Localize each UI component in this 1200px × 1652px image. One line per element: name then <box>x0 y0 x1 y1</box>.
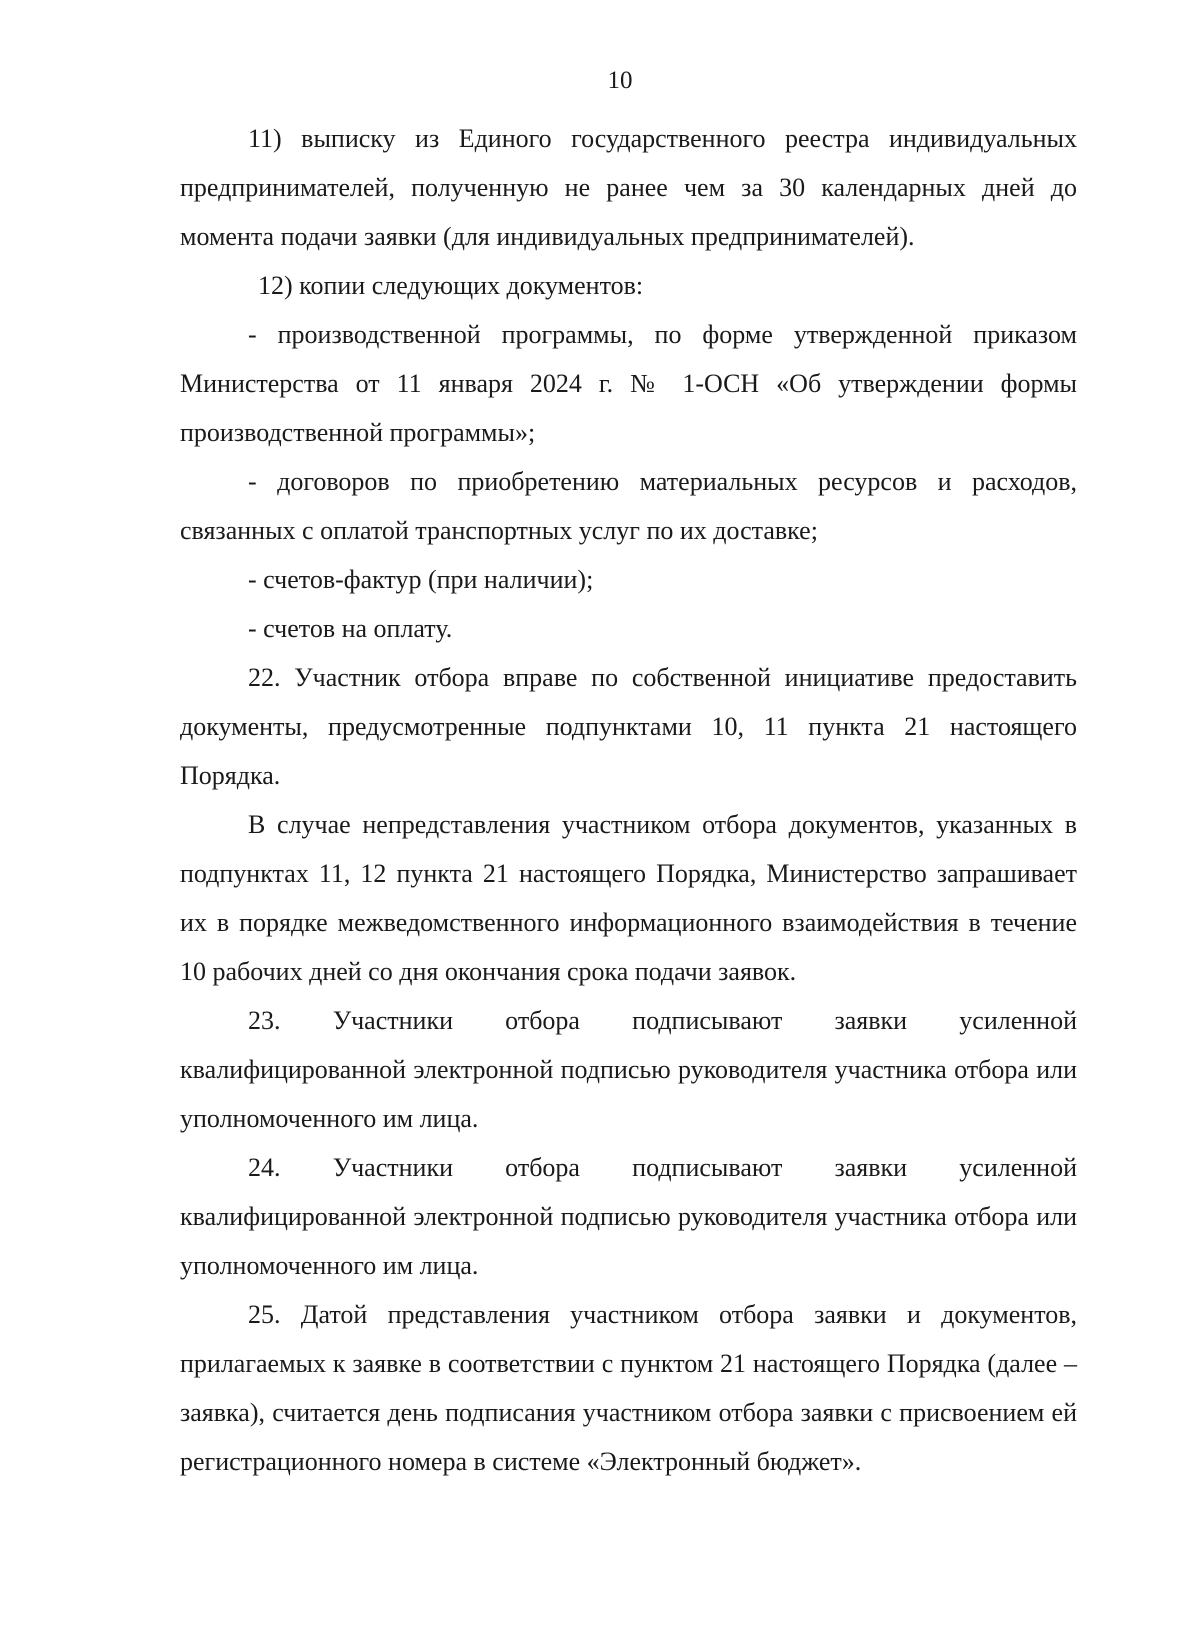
list-item-payment-bills: - счетов на оплату. <box>248 614 453 643</box>
paragraph-25: 25. Датой представления участником отбора заявки и документов, прилагаемых к заявке в соответствии с пунктом 21 настоящего Порядка (далее – заявка), считается день подписания участником отбора заявки с присвоением ей регистрационного номера в системе «Электронный бюджет». <box>180 1300 1077 1476</box>
paragraph-11: 11) выписку из Единого государственного реестра индивидуальных предпринимателей, полученную не ранее чем за 30 календарных дней до момента подачи заявки (для индивидуальных предпринимателей). <box>180 124 1077 251</box>
paragraph-23: 23. Участники отбора подписывают заявки усиленной квалифицированной электронной подписью руководителя участника отбора или уполномоченного им лица. <box>180 1006 1077 1133</box>
list-item-production-program: - производственной программы, по форме утвержденной приказом Министерства от 11 января 2024 г. № 1-ОСН «Об утверждении формы производственной программы»; <box>180 320 1077 447</box>
list-item-contracts: - договоров по приобретению материальных ресурсов и расходов, связанных с оплатой транспортных услуг по их доставке; <box>180 467 1077 545</box>
list-item-invoices: - счетов-фактур (при наличии); <box>248 565 594 594</box>
paragraph-non-submission: В случае непредставления участником отбора документов, указанных в подпунктах 11, 12 пункта 21 настоящего Порядка, Министерство запрашивает их в порядке межведомственного информационного взаимодействия в течение 10 рабочих дней со дня окончания срока подачи заявок. <box>180 810 1077 986</box>
paragraph-22: 22. Участник отбора вправе по собственной инициативе предоставить документы, предусмотренные подпунктами 10, 11 пункта 21 настоящего Порядка. <box>180 663 1077 790</box>
document-body <box>180 114 1077 1486</box>
paragraph-24: 24. Участники отбора подписывают заявки усиленной квалифицированной электронной подписью руководителя участника отбора или уполномоченного им лица. <box>180 1153 1077 1280</box>
paragraph-12: 12) копии следующих документов: <box>258 271 644 300</box>
page-number: 10 <box>607 67 633 94</box>
